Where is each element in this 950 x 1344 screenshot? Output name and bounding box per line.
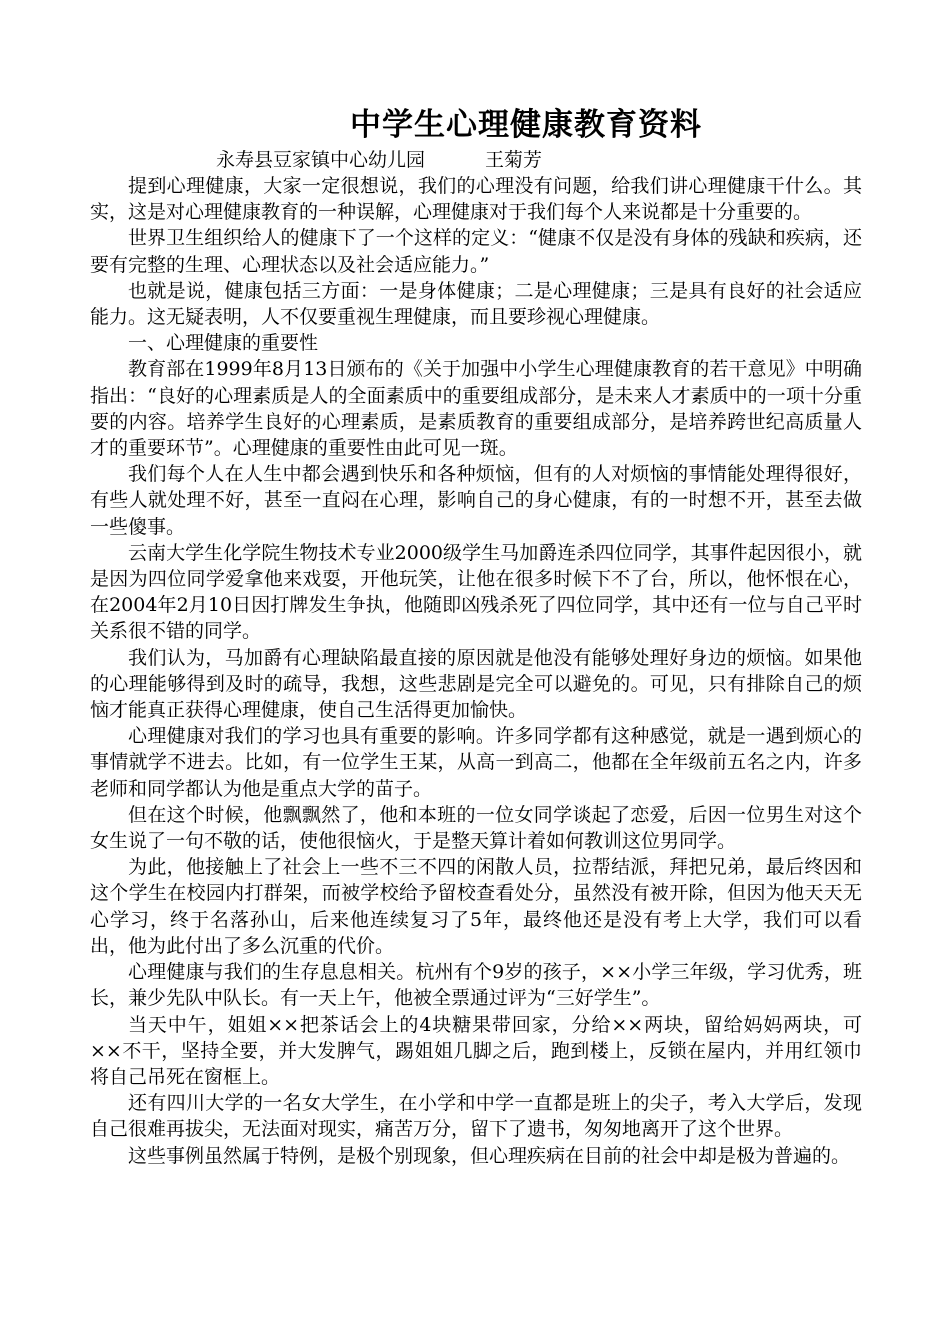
paragraph: 也就是说，健康包括三方面：一是身体健康；二是心理健康；三是具有良好的社会适应能力。这无疑表明，人不仅要重视生理健康，而且要珍视心理健康。 [90,279,862,329]
paragraph: 提到心理健康，大家一定很想说，我们的心理没有问题，给我们讲心理健康干什么。其实，这是对心理健康教育的一种误解，心理健康对于我们每个人来说都是十分重要的。 [90,175,862,224]
paragraph: 世界卫生组织给人的健康下了一个这样的定义：“健康不仅是没有身体的残缺和疾病，还要有完整的生理、心理状态以及社会适应能力。” [90,227,862,276]
paragraph: 还有四川大学的一名女大学生，在小学和中学一直都是班上的尖子，考入大学后，发现自己很难再拔尖，无法面对现实，痛苦万分，留下了遗书，匆匆地离开了这个世界。 [90,1092,862,1141]
document-title: 中学生心理健康教育资料 [350,107,702,143]
document-page [90,103,862,1169]
author-organization: 永寿县豆家镇中心幼儿园 [216,149,426,171]
author-name: 王菊芳 [485,149,543,171]
author-line [216,147,862,173]
section-heading: 一、心理健康的重要性 [128,332,319,355]
paragraph: 为此，他接触上了社会上一些不三不四的闲散人员，拉帮结派，拜把兄弟，最后终因和这个学生在校园内打群架，而被学校给予留校查看处分，虽然没有被开除，但因为他天天无心学习，终于名落孙山，后来他连续复习了5年，最终他还是没有考上大学，我们可以看出，他为此付出了多么沉重的代价。 [90,856,862,957]
paragraph: 教育部在1999年8月13日颁布的《关于加强中小学生心理健康教育的若干意见》中明确指出：“良好的心理素质是人的全面素质中的重要组成部分，是未来人才素质中的一项十分重要的内容。培养学生良好的心理素质，是素质教育的重要组成部分，是培养跨世纪高质量人才的重要环节”。心理健康的重要性由此可见一斑。 [90,358,862,460]
paragraph: 这些事例虽然属于特例，是极个别现象，但心理疾病在目前的社会中却是极为普遍的。 [128,1144,851,1167]
paragraph: 我们每个人在人生中都会遇到快乐和各种烦恼，但有的人对烦恼的事情能处理得很好，有些人就处理不好，甚至一直闷在心理，影响自己的身心健康，有的一时想不开，甚至去做一些傻事。 [90,463,862,538]
paragraph: 云南大学生化学院生物技术专业2000级学生马加爵连杀四位同学，其事件起因很小，就是因为四位同学爱拿他来戏耍，开他玩笑，让他在很多时候下不了台，所以，他怀恨在心，在2004年2月10日因打牌发生争执，他随即凶残杀死了四位同学，其中还有一位与自己平时关系很不错的同学。 [90,541,862,643]
paragraph: 我们认为，马加爵有心理缺陷最直接的原因就是他没有能够处理好身边的烦恼。如果他的心理能够得到及时的疏导，我想，这些悲剧是完全可以避免的。可见，只有排除自己的烦恼才能真正获得心理健康，使自己生活得更加愉快。 [90,646,862,722]
paragraph: 当天中午，姐姐××把茶话会上的4块糖果带回家，分给××两块，留给妈妈两块，可××不干，坚持全要，并大发脾气，踢姐姐几脚之后，跑到楼上，反锁在屋内，并用红领巾将自己吊死在窗框上。 [90,1013,862,1088]
paragraph: 但在这个时候，他飘飘然了，他和本班的一位女同学谈起了恋爱，后因一位男生对这个女生说了一句不敬的话，使他很恼火，于是整天算计着如何教训这位男同学。 [90,803,862,853]
paragraph: 心理健康与我们的生存息息相关。杭州有个9岁的孩子，××小学三年级，学习优秀，班长，兼少先队中队长。有一天上午，他被全票通过评为“三好学生”。 [90,961,862,1010]
paragraph: 心理健康对我们的学习也具有重要的影响。许多同学都有这种感觉，就是一遇到烦心的事情就学不进去。比如，有一位学生王某，从高一到高二，他都在全年级前五名之内，许多老师和同学都认为他是重点大学的苗子。 [90,725,862,800]
